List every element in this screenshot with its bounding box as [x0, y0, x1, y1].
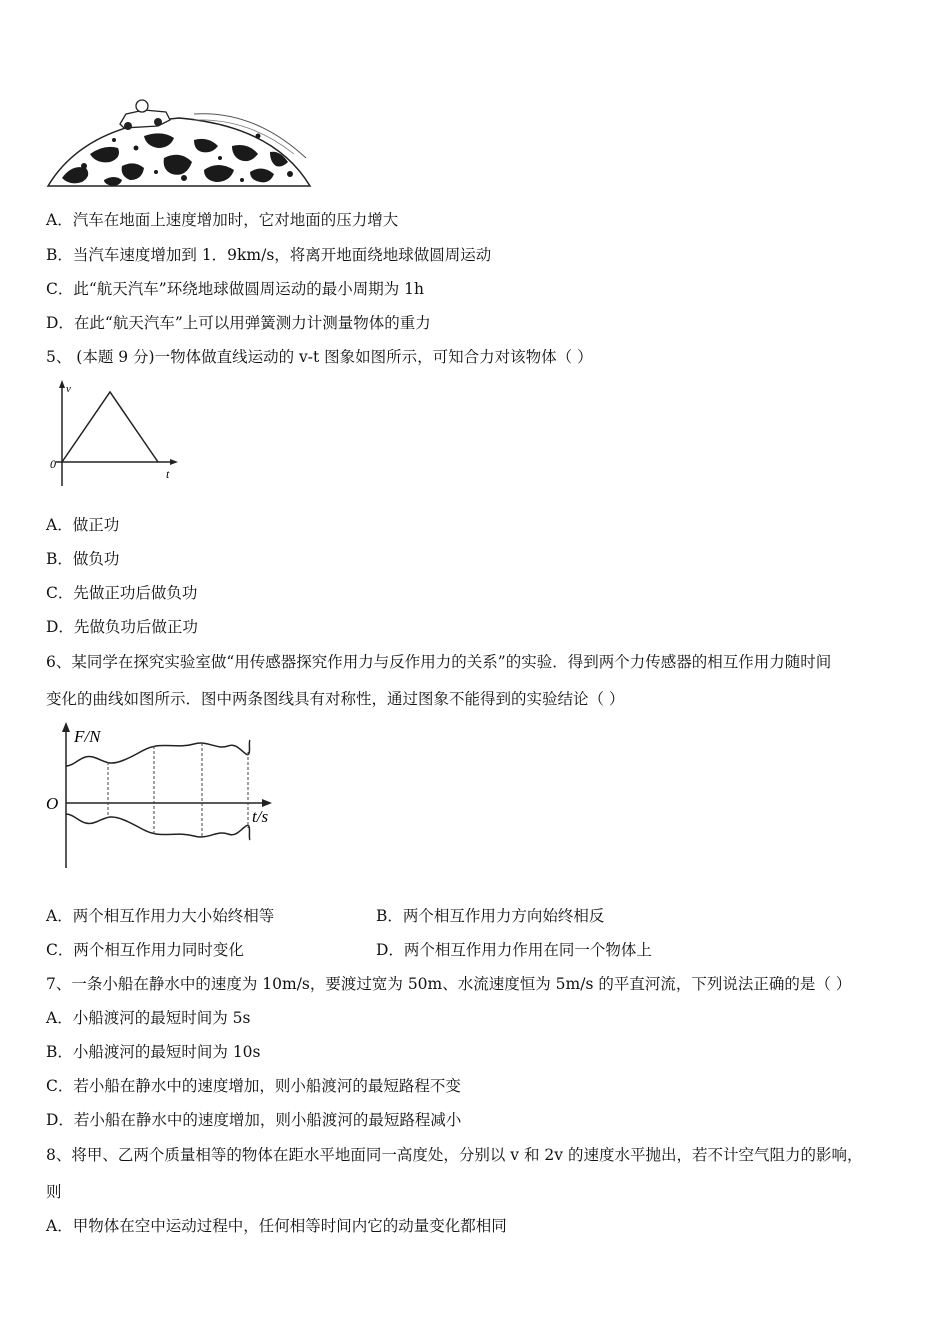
q7-stem: 7、一条小船在静水中的速度为 10m/s，要渡过宽为 50m、水流速度恒为 5m/s 的平直河流，下列说法正确的是（ ）: [46, 975, 852, 993]
q5-y-axis-label: v: [66, 383, 71, 395]
q4-option-b: B．当汽车速度增加到 1．9km/s，将离开地面绕地球做圆周运动: [46, 246, 492, 264]
q6-option-d: D．两个相互作用力作用在同一个物体上: [376, 941, 652, 959]
q4-option-d: D．在此“航天汽车”上可以用弹簧测力计测量物体的重力: [46, 314, 431, 332]
q8-option-a: A．甲物体在空中运动过程中，任何相等时间内它的动量变化都相同: [46, 1217, 507, 1235]
q7-option-a: A．小船渡河的最短时间为 5s: [46, 1009, 251, 1027]
q5-option-c: C．先做正功后做负功: [46, 584, 198, 602]
q6-option-c: C．两个相互作用力同时变化: [46, 941, 244, 959]
q5-option-d: D．先做负功后做正功: [46, 618, 198, 636]
q6-stem-line1: 6、某同学在探究实验室做“用传感器探究作用力与反作用力的关系”的实验．得到两个力传感器的相互作用力随时间: [46, 653, 832, 671]
q6-y-axis-label: F/N: [74, 727, 101, 746]
q8-stem-line1: 8、将甲、乙两个质量相等的物体在距水平地面同一高度处，分别以 v 和 2v 的速度水平抛出，若不计空气阻力的影响，: [46, 1146, 863, 1164]
q7-option-b: B．小船渡河的最短时间为 10s: [46, 1043, 261, 1061]
q6-origin-label: O: [46, 794, 59, 813]
q5-vt-graph: [44, 378, 184, 490]
q5-stem: 5、 (本题 9 分)一物体做直线运动的 v-t 图象如图所示，可知合力对该物体（ ）: [46, 348, 593, 366]
q6-ft-graph: [44, 718, 284, 870]
q5-origin-label: 0: [50, 457, 56, 471]
q6-option-a: A．两个相互作用力大小始终相等: [46, 907, 275, 925]
earth-car-figure: [44, 96, 314, 190]
q4-option-c: C．此“航天汽车”环绕地球做圆周运动的最小周期为 1h: [46, 280, 424, 298]
q5-x-axis-label: t: [166, 467, 170, 481]
q6-stem-line2: 变化的曲线如图所示．图中两条图线具有对称性，通过图象不能得到的实验结论（ ）: [46, 690, 625, 708]
q8-stem-line2: 则: [46, 1183, 62, 1201]
q5-option-a: A．做正功: [46, 516, 120, 534]
q7-option-d: D．若小船在静水中的速度增加，则小船渡河的最短路程减小: [46, 1111, 462, 1129]
q7-option-c: C．若小船在静水中的速度增加，则小船渡河的最短路程不变: [46, 1077, 461, 1095]
q4-option-a: A．汽车在地面上速度增加时，它对地面的压力增大: [46, 211, 399, 229]
q5-option-b: B．做负功: [46, 550, 120, 568]
q6-option-b: B．两个相互作用力方向始终相反: [376, 907, 605, 925]
q6-x-axis-label: t/s: [252, 807, 269, 826]
